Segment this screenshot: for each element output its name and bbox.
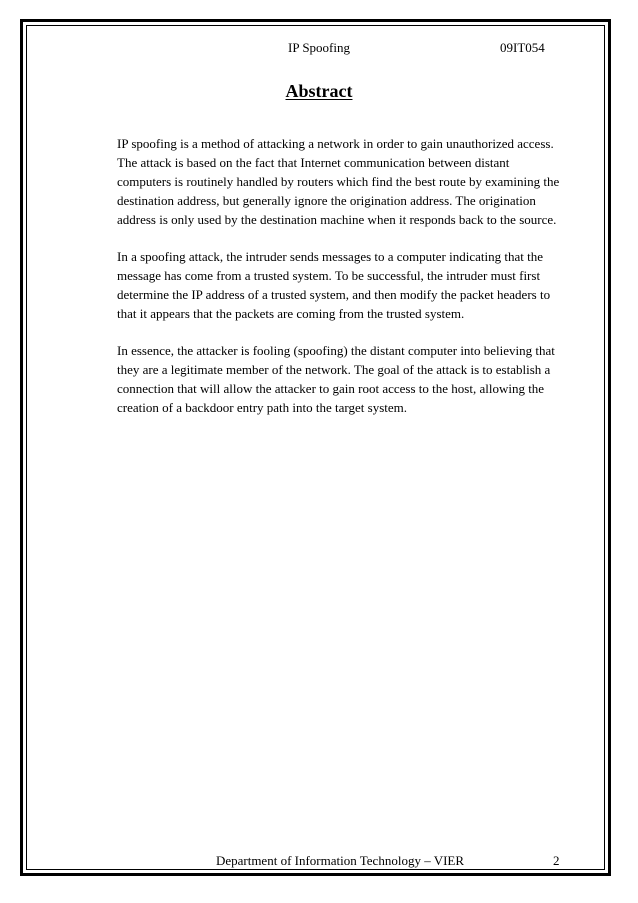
paragraph-2: In a spoofing attack, the intruder sends messages to a computer indicating that the message has come from a trusted system. To be successful, the intruder must first determine the IP address of a trusted system, and then modify the packet headers to that it appears that the packets are coming from the trusted system. <box>117 249 551 321</box>
paragraph-1: IP spoofing is a method of attacking a network in order to gain unauthorized access. The attack is based on the fact that Internet communication between distant computers is routinely handled by routers which find the best route by examining the destination address, but generally ignore the origination address. The origination address is only used by the destination machine when it responds back to the source. <box>117 136 560 227</box>
footer-department: Department of Information Technology – VIER <box>215 853 465 868</box>
abstract-body <box>117 134 562 435</box>
header-code: 09IT054 <box>500 40 545 55</box>
paragraph-3: In essence, the attacker is fooling (spoofing) the distant computer into believing that they are a legitimate member of the network. The goal of the attack is to establish a connection that will allow the attacker to gain root access to the host, allowing the creation of a backdoor entry path into the target system. <box>117 343 555 415</box>
abstract-heading: Abstract <box>285 81 353 101</box>
page-number: 2 <box>553 853 560 868</box>
header-title: IP Spoofing <box>288 40 350 55</box>
